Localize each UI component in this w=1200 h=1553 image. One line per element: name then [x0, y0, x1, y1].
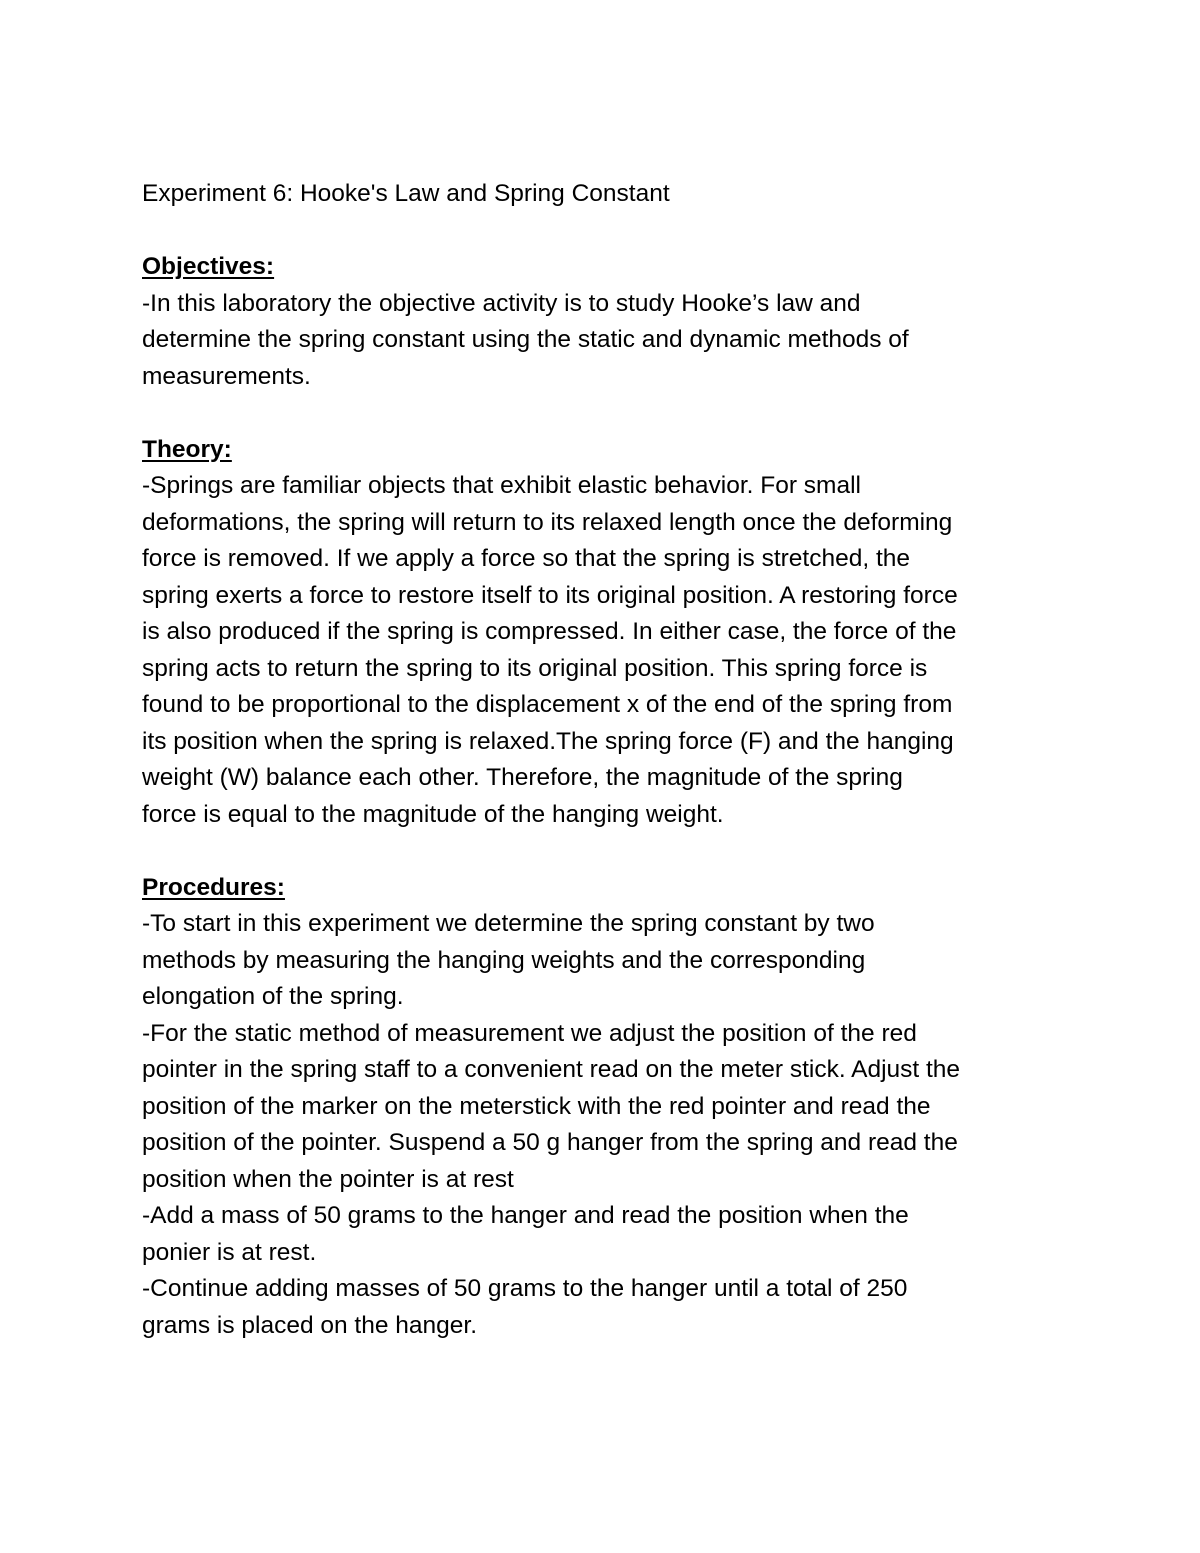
theory-line: weight (W) balance each other. Therefore, the magnitude of the spring: [142, 764, 903, 791]
theory-line: -Springs are familiar objects that exhibit elastic behavior. For small: [142, 472, 861, 499]
procedures-line: ponier is at rest.: [142, 1238, 317, 1266]
procedures-line: elongation of the spring.: [142, 983, 404, 1010]
objectives-heading: Objectives:: [142, 253, 275, 280]
spacer: [142, 395, 1072, 432]
theory-line: force is equal to the magnitude of the hanging weight.: [142, 800, 724, 828]
procedures-line: position when the pointer is at rest: [142, 1165, 514, 1193]
procedures-line: -For the static method of measurement we adjust the position of the red: [142, 1019, 917, 1047]
procedures-line: position of the pointer. Suspend a 50 g hanger from the spring and read the: [142, 1129, 958, 1156]
spacer: [142, 213, 1072, 250]
theory-section: [142, 432, 1072, 834]
procedures-line: methods by measuring the hanging weights and the corresponding: [142, 946, 866, 974]
theory-line: is also produced if the spring is compressed. In either case, the force of the: [142, 618, 957, 645]
spacer: [142, 833, 1072, 870]
theory-line: force is removed. If we apply a force so that the spring is stretched, the: [142, 545, 911, 572]
objectives-line: determine the spring constant using the static and dynamic methods of: [142, 326, 909, 353]
procedures-section: [142, 870, 1072, 1345]
theory-line: spring exerts a force to restore itself to its original position. A restoring force: [142, 581, 958, 609]
theory-heading: Theory:: [142, 435, 232, 463]
procedures-line: -Add a mass of 50 grams to the hanger and read the position when the: [142, 1202, 909, 1229]
theory-line: found to be proportional to the displacement x of the end of the spring from: [142, 691, 953, 718]
theory-line: deformations, the spring will return to its relaxed length once the deforming: [142, 508, 953, 536]
procedures-heading: Procedures:: [142, 873, 285, 901]
objectives-line: -In this laboratory the objective activity is to study Hooke’s law and: [142, 289, 861, 317]
procedures-line: -Continue adding masses of 50 grams to the hanger until a total of 250: [142, 1275, 908, 1302]
procedures-line: position of the marker on the meterstick with the red pointer and read the: [142, 1092, 931, 1120]
theory-line: its position when the spring is relaxed.The spring force (F) and the hanging: [142, 727, 954, 755]
theory-line: spring acts to return the spring to its original position. This spring force is: [142, 654, 928, 682]
objectives-section: [142, 249, 1072, 395]
procedures-line: pointer in the spring staff to a convenient read on the meter stick. Adjust the: [142, 1056, 961, 1083]
document-title: Experiment 6: Hooke's Law and Spring Constant: [142, 180, 670, 207]
procedures-line: grams is placed on the hanger.: [142, 1311, 478, 1339]
procedures-line: -To start in this experiment we determine the spring constant by two: [142, 910, 875, 937]
document-page: [142, 176, 1072, 1344]
objectives-line: measurements.: [142, 362, 311, 390]
